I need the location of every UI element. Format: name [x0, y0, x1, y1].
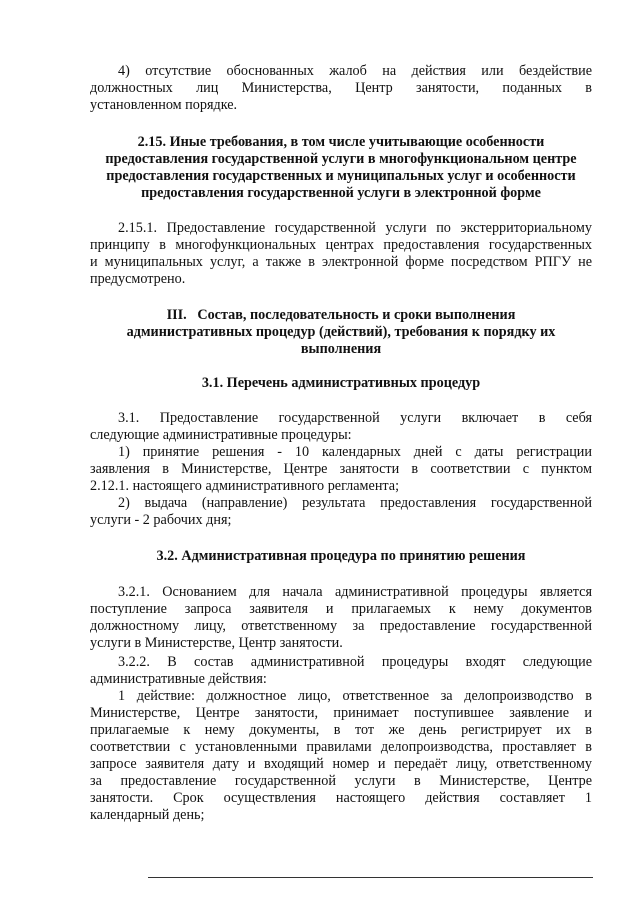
- text-line: услуги - 2 рабочих дня;: [90, 512, 232, 528]
- text-line: установленном порядке.: [90, 97, 238, 113]
- heading-line: административных процедур (действий), требования к порядку их: [126, 324, 556, 340]
- heading-line: предоставления государственной услуги в многофункциональном центре: [105, 151, 577, 167]
- heading-line: III. Состав, последовательность и сроки выполнения: [166, 307, 516, 323]
- text-line: поступление запроса заявителя и прилагаемых к нему документов: [90, 601, 592, 617]
- heading-line: предоставления государственных и муниципальных услуг и особенности: [106, 168, 576, 184]
- text-line: 2.15.1. Предоставление государственной услуги по экстерриториальному: [118, 220, 592, 236]
- section-3-2-heading: 3.2. Административная процедура по принятию решения: [156, 548, 526, 564]
- text-line: и муниципальных услуг, а также в электронной форме посредством РПГУ не: [90, 254, 592, 270]
- text-line: должностных лиц Министерства, Центр занятости, поданных в: [90, 80, 592, 96]
- heading-line: выполнения: [300, 341, 382, 357]
- text-line: 3.2.1. Основанием для начала административной процедуры является: [118, 584, 592, 600]
- text-line: принципу в многофункциональных центрах предоставления государственных: [90, 237, 592, 253]
- text-line: занятости. Срок осуществления настоящего действия составляет 1: [90, 790, 592, 806]
- text-line: прилагаемые к нему документы, в тот же день регистрирует их в: [90, 722, 592, 738]
- text-line: административные действия:: [90, 671, 267, 687]
- text-line: 2) выдача (направление) результата предоставления государственной: [118, 495, 592, 511]
- text-line: 1) принятие решения - 10 календарных дней с даты регистрации: [118, 444, 592, 460]
- heading-line: 2.15. Иные требования, в том числе учитывающие особенности: [137, 134, 545, 150]
- text-line: заявления в Министерстве, Центре занятости в соответствии с пунктом: [90, 461, 592, 477]
- text-line: за предоставление государственной услуги в Министерстве, Центре: [90, 773, 592, 789]
- text-line: 1 действие: должностное лицо, ответственное за делопроизводство в: [118, 688, 592, 704]
- text-line: 4) отсутствие обоснованных жалоб на действия или бездействие: [118, 63, 592, 79]
- text-line: соответствии с установленными правилами делопроизводства, проставляет в: [90, 739, 592, 755]
- text-line: предусмотрено.: [90, 271, 186, 287]
- section-3-1-heading: 3.1. Перечень административных процедур: [201, 375, 481, 391]
- text-line: следующие административные процедуры:: [90, 427, 352, 443]
- text-line: должностному лицу, ответственному за предоставление государственной: [90, 618, 592, 634]
- text-line: услуги в Министерстве, Центр занятости.: [90, 635, 343, 651]
- text-line: 3.1. Предоставление государственной услуги включает в себя: [118, 410, 592, 426]
- text-line: запросе заявителя дату и входящий номер и передаёт лицу, ответственному: [90, 756, 592, 772]
- text-line: 3.2.2. В состав административной процедуры входят следующие: [118, 654, 592, 670]
- heading-line: предоставления государственной услуги в электронной форме: [141, 185, 541, 201]
- text-line: 2.12.1. настоящего административного регламента;: [90, 478, 400, 494]
- footer-divider: [148, 877, 593, 878]
- text-line: Министерстве, Центре занятости, принимает поступившее заявление и: [90, 705, 592, 721]
- text-line: календарный день;: [90, 807, 205, 823]
